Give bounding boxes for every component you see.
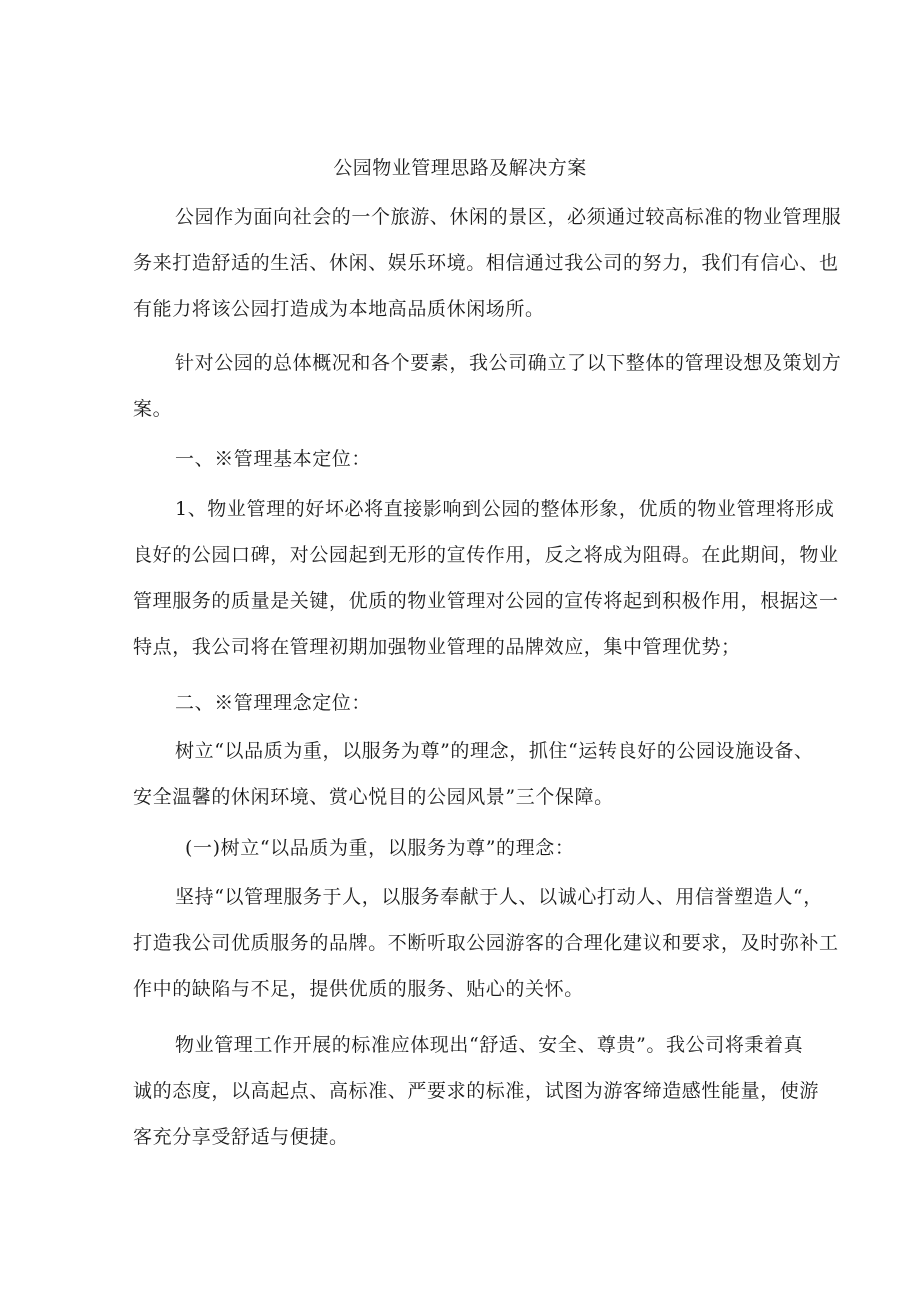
paragraph-line: 案。 (133, 398, 173, 420)
paragraph-line: 公园作为面向社会的一个旅游、休闲的景区，必须通过较高标准的物业管理服 (175, 206, 842, 228)
paragraph-line: 客充分享受舒适与便捷。 (133, 1126, 349, 1148)
paragraph-service-brand (133, 874, 839, 1012)
paragraph-line: 树立“以品质为重，以服务为尊”的理念，抓住“运转良好的公园设施设备、 (175, 740, 814, 762)
heading-line: 二、※管理理念定位： (175, 692, 372, 714)
paragraph-line: 管理服务的质量是关键，优质的物业管理对公园的宣传将起到积极作用，根据这一 (133, 590, 839, 612)
paragraph-concept (133, 728, 833, 820)
paragraph-line: 诚的态度，以高起点、高标准、严要求的标准，试图为游客缔造感性能量，使游 (133, 1080, 820, 1102)
section-heading-concept-positioning (133, 680, 833, 726)
paragraph-line: 作中的缺陷与不足，提供优质的服务、贴心的关怀。 (133, 978, 584, 1000)
document-title: 公园物业管理思路及解决方案 (333, 157, 587, 179)
paragraph-line: 安全温馨的休闲环境、赏心悦目的公园风景”三个保障。 (133, 786, 614, 808)
paragraph-item-1 (133, 486, 839, 670)
paragraph-line: 特点，我公司将在管理初期加强物业管理的品牌效应，集中管理优势； (133, 636, 741, 658)
paragraph-line: 有能力将该公园打造成为本地高品质休闲场所。 (133, 298, 545, 320)
paragraph-line: 针对公园的总体概况和各个要素，我公司确立了以下整体的管理设想及策划方 (175, 352, 842, 374)
paragraph-line: 1、物业管理的好坏必将直接影响到公园的整体形象，优质的物业管理将形成 (175, 498, 835, 520)
paragraph-standards (133, 1022, 833, 1160)
subheading-line: (一)树立“以品质为重，以服务为尊”的理念： (185, 837, 575, 859)
paragraph-overview (133, 340, 842, 432)
heading-line: 一、※管理基本定位： (175, 448, 372, 470)
section-heading-basic-positioning (133, 436, 833, 482)
paragraph-line: 坚持“以管理服务于人，以服务奉献于人、以诚心打动人、用信誉塑造人“， (175, 886, 823, 908)
subheading-quality-concept (133, 825, 833, 871)
paragraph-line: 良好的公园口碑，对公园起到无形的宣传作用，反之将成为阻碍。在此期间，物业 (133, 544, 839, 566)
paragraph-line: 打造我公司优质服务的品牌。不断听取公园游客的合理化建议和要求，及时弥补工 (133, 932, 839, 954)
paragraph-line: 物业管理工作开展的标准应体现出“舒适、安全、尊贵”。我公司将秉着真 (175, 1034, 804, 1056)
paragraph-line: 务来打造舒适的生活、休闲、娱乐环境。相信通过我公司的努力，我们有信心、也 (133, 252, 839, 274)
paragraph-intro (133, 194, 842, 332)
